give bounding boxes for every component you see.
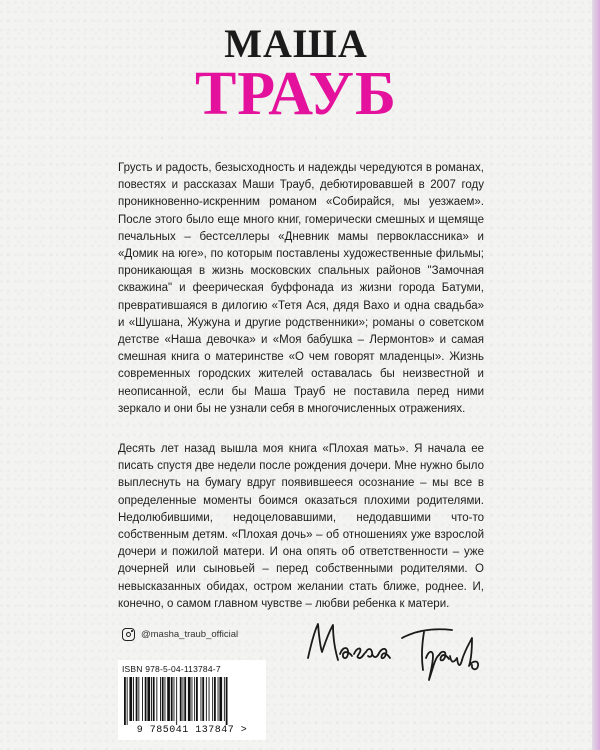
barcode-bar — [214, 677, 216, 721]
barcode-bar — [138, 677, 139, 721]
barcode-bar — [136, 677, 138, 721]
blurb-paragraph-2: Десять лет назад вышла моя книга «Плохая мать». Я начала ее писать спустя две недели после рождения дочери. Мне нужно было выплеснуть на бумагу вдруг появившееся осознание – мы все в определенные моменты боимся оказаться плохими родителями. Недолюбившими, недоцеловавшими, недодавшими что-то собственным детям. «Плохая дочь» – об отношениях уже взрослой дочери и пожилой матери. И она опять об ответственности – уже дочерней или сыновьей – перед собственными родителями. О невысказанных обидах, остром желании стать ближе, роднее. И, конечно, о самом главном чувстве – любви ребенка к матери. — [118, 443, 484, 610]
author-first-name: МАША — [224, 21, 368, 66]
barcode-bar — [183, 677, 184, 721]
barcode-bar — [176, 677, 177, 725]
barcode-bar — [201, 677, 202, 721]
barcode-bar — [153, 677, 155, 721]
barcode-bar — [174, 677, 175, 721]
author-signature — [302, 610, 492, 682]
barcode-bar — [129, 677, 132, 721]
barcode-bar — [156, 677, 157, 721]
barcode-bar — [219, 677, 222, 721]
barcode-bar — [224, 677, 225, 721]
barcode-bar — [127, 677, 128, 725]
instagram-icon — [122, 628, 135, 641]
author-last-name: ТРАУБ — [194, 60, 398, 128]
isbn-barcode — [118, 660, 266, 740]
barcode-bar — [151, 677, 152, 721]
barcode-bar — [165, 677, 166, 721]
barcode-bar — [167, 677, 170, 721]
social-handle — [122, 628, 238, 641]
barcode-bar — [162, 677, 164, 721]
barcode-bar — [124, 677, 126, 725]
barcode-bar — [188, 677, 191, 721]
barcode-bar — [147, 677, 150, 721]
barcode-bar — [212, 677, 213, 721]
barcode-bar — [202, 677, 204, 721]
barcode-bar — [209, 677, 210, 721]
barcode-bars — [122, 677, 262, 725]
barcode-bar — [160, 677, 161, 721]
barcode-bar — [133, 677, 134, 721]
instagram-handle-text: @masha_traub_official — [141, 629, 239, 640]
barcode-digits: 9 785041 137847 > — [136, 725, 248, 736]
barcode-bar — [226, 677, 228, 725]
barcode-bar — [206, 677, 207, 721]
barcode-bar — [145, 677, 147, 721]
spine-edge — [592, 0, 600, 750]
barcode-bar — [192, 677, 193, 721]
blurb-paragraph-1: Грусть и радость, безысходность и надежды чередуются в романах, повестях и рассказах Маши Трауб, дебютировавшей в 2007 году проникновенно-искренним романом «Собирайся, мы уезжаем». После этого было еще много книг, гомерически смешных и щемяще печальных – бестселлеры «Дневник мамы первоклассника» и «Домик на юге», по которым поставлены художественные фильмы; проникающая в жизнь московских спальных районов "Замочная скважина" и феерическая буффонада из жизни города Батуми, превратившаяся в дилогию «Тетя Ася, дядя Вахо и одна свадьба» и «Шушана, Жужуна и другие родственники»; романы о советском детстве «Наша девочка» и «Моя бабушка – Лермонтов» и самая смешная книга о материнстве «О чем говорят младенцы». Жизнь современных городских жителей оставалась бы неизвестной и неописанной, если бы Маша Трауб не поставила перед ними зеркало и они бы не узнали себя в многочисленных отражениях. — [118, 162, 484, 415]
barcode-bar — [171, 677, 173, 721]
barcode-bar — [196, 677, 198, 721]
barcode-bar — [218, 677, 219, 721]
barcode-bar — [142, 677, 143, 721]
barcode-bar — [184, 677, 186, 721]
barcode-bar — [180, 677, 182, 721]
barcode-bar — [194, 677, 195, 721]
isbn-number: ISBN 978-5-04-113784-7 — [122, 664, 221, 674]
